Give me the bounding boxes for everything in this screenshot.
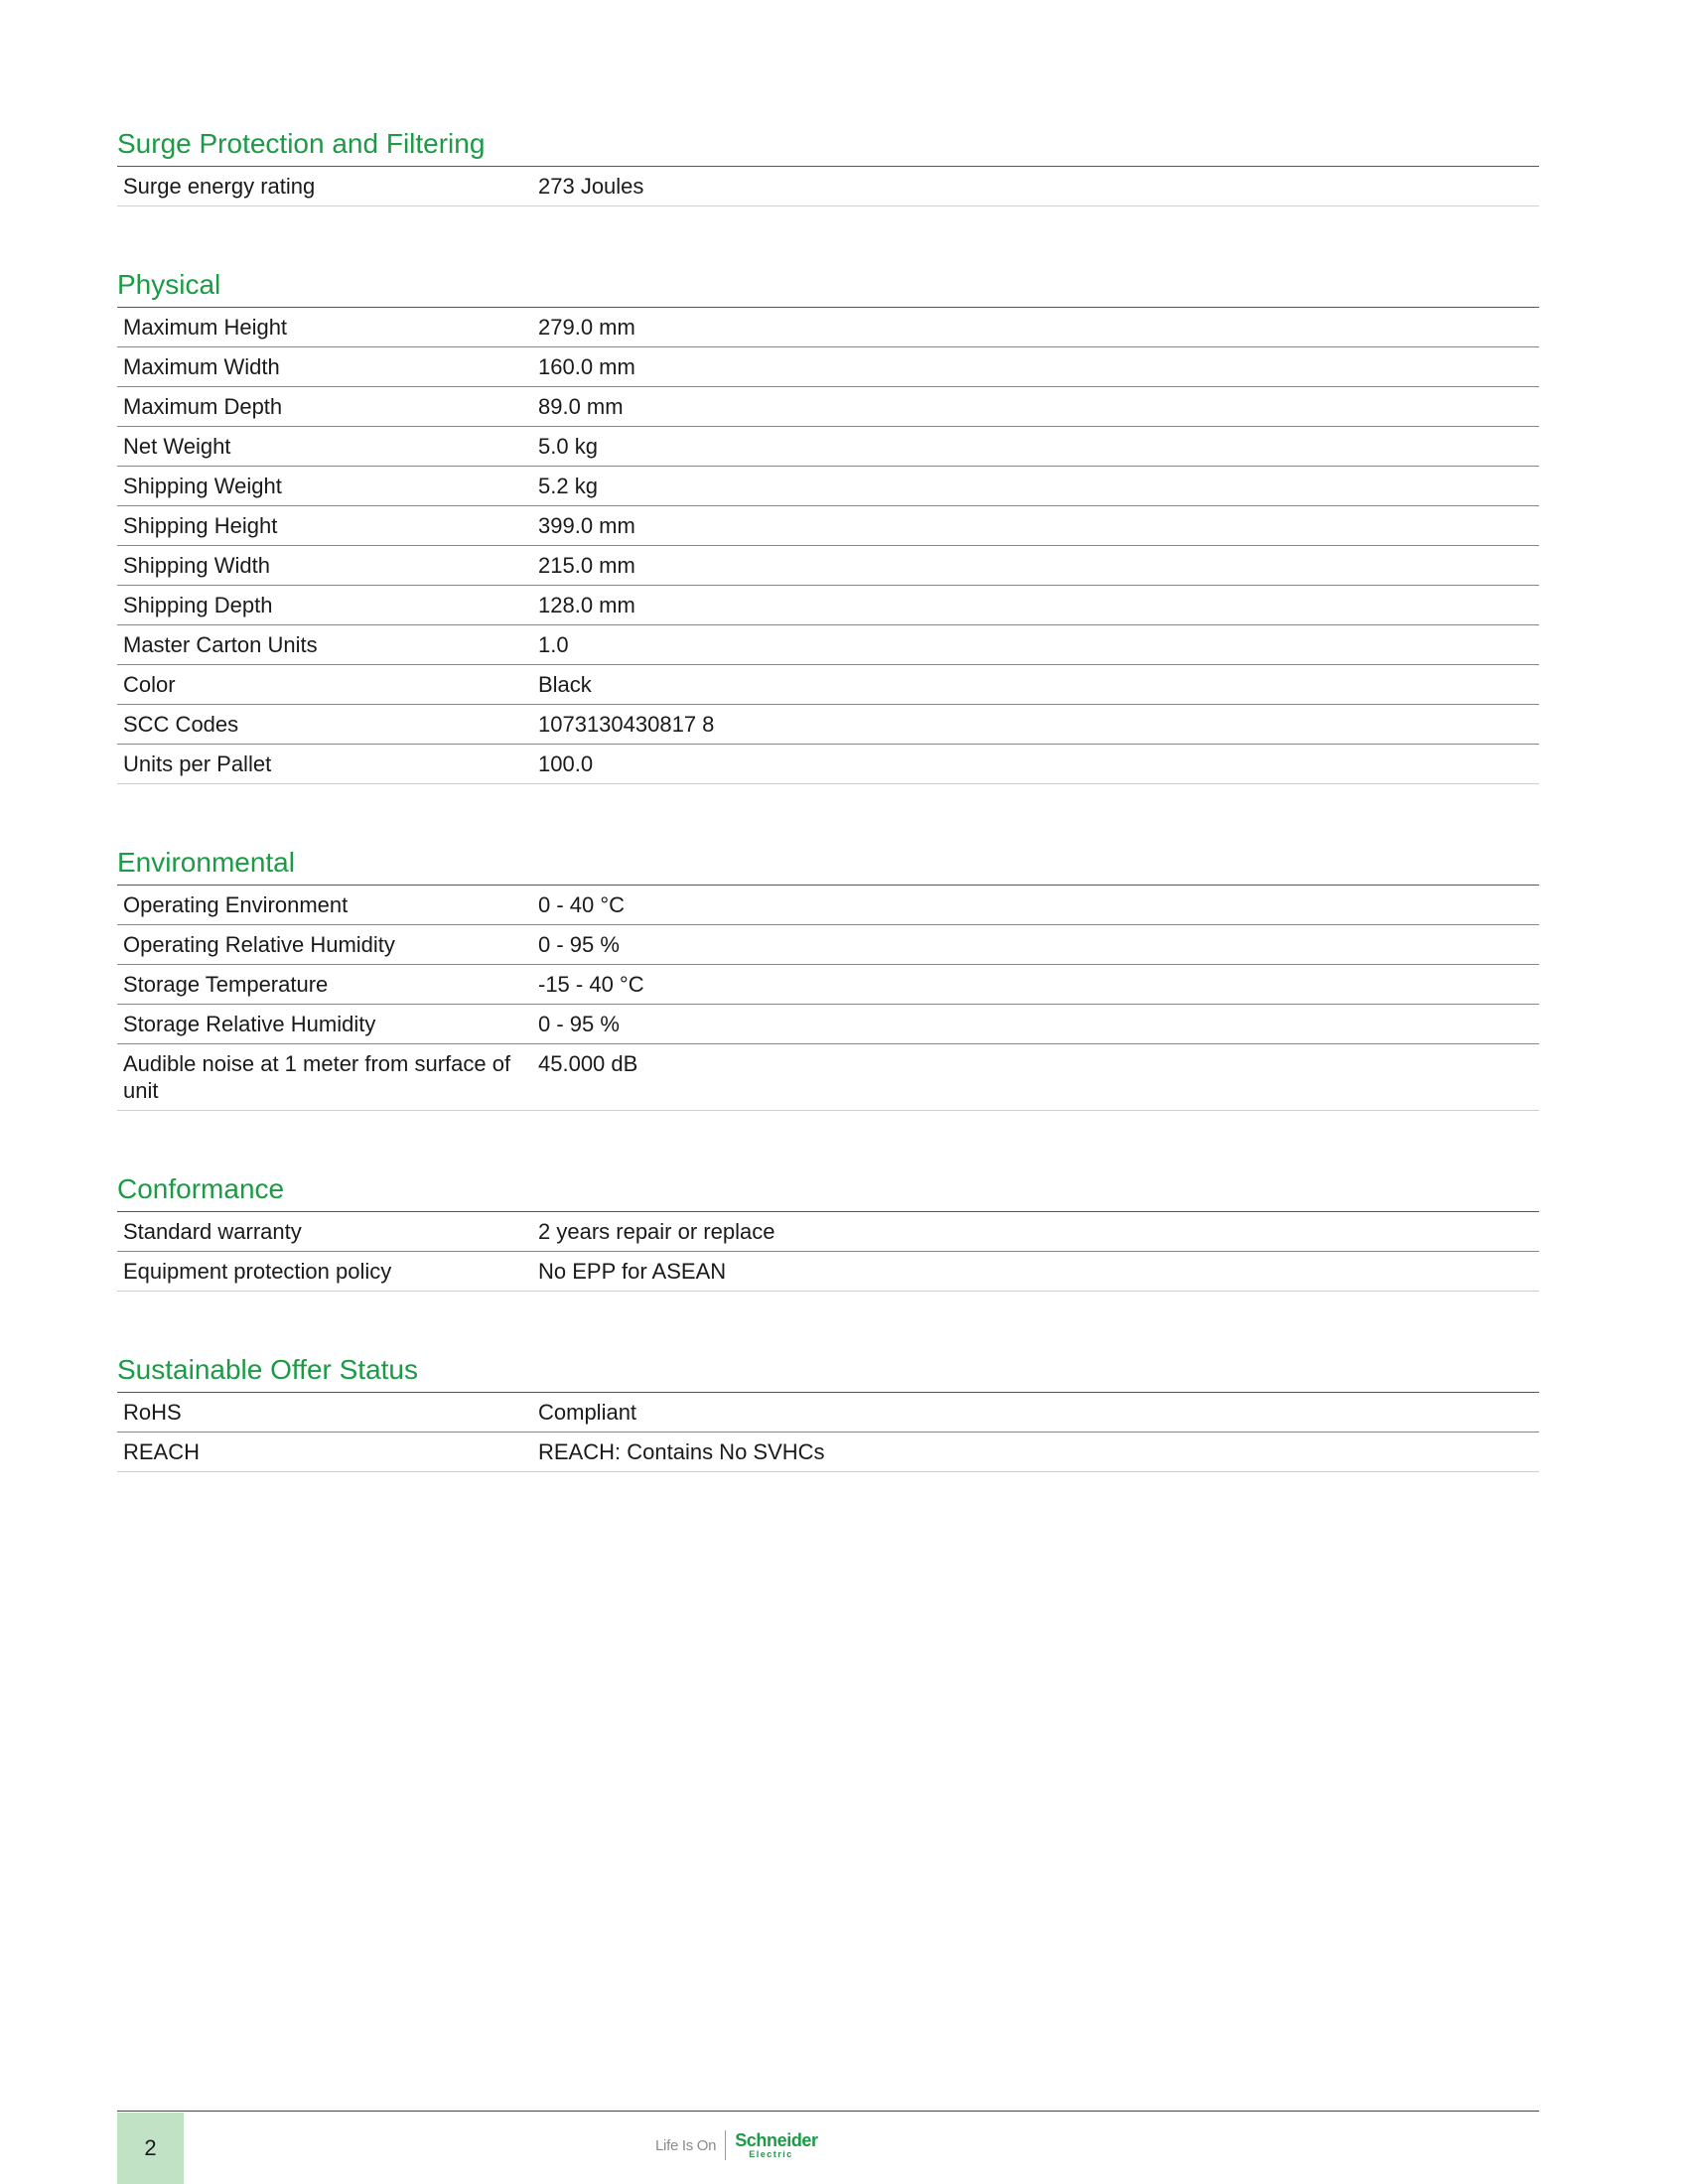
brand-logo — [735, 2131, 817, 2159]
spec-label: Equipment protection policy — [123, 1259, 392, 1284]
brand-sub: Electric — [749, 2149, 793, 2159]
spec-label: Maximum Height — [123, 315, 288, 340]
spec-label: Color — [123, 672, 176, 697]
spec-value: 399.0 mm — [538, 513, 635, 538]
spec-row — [117, 625, 1539, 665]
spec-row — [117, 1212, 1539, 1252]
spec-value: 1.0 — [538, 632, 569, 657]
spec-label: Master Carton Units — [123, 632, 318, 657]
spec-label: SCC Codes — [123, 712, 239, 737]
spec-label: REACH — [123, 1439, 201, 1464]
section-title: Environmental — [117, 846, 1539, 886]
section-surge-protection — [117, 127, 1539, 206]
brand-name: Schneider — [735, 2130, 818, 2150]
spec-row — [117, 925, 1539, 965]
spec-value: Black — [538, 672, 592, 697]
spec-label: Shipping Height — [123, 513, 278, 538]
spec-row — [117, 1252, 1539, 1292]
spec-label: Maximum Width — [123, 354, 280, 379]
spec-label: Surge energy rating — [123, 174, 316, 199]
spec-value: 215.0 mm — [538, 553, 635, 578]
spec-row — [117, 965, 1539, 1005]
section-title: Sustainable Offer Status — [117, 1353, 1539, 1393]
spec-value: 0 - 40 °C — [538, 892, 626, 917]
spec-label: Maximum Depth — [123, 394, 283, 419]
section-title: Physical — [117, 268, 1539, 308]
spec-value: Compliant — [538, 1400, 637, 1425]
spec-label: RoHS — [123, 1400, 182, 1425]
section-title: Surge Protection and Filtering — [117, 127, 1539, 167]
section-title: Conformance — [117, 1172, 1539, 1212]
spec-row — [117, 167, 1539, 206]
spec-value: 0 - 95 % — [538, 932, 620, 957]
spec-label: Shipping Depth — [123, 593, 273, 617]
spec-value: 45.000 dB — [538, 1051, 638, 1076]
spec-value: 0 - 95 % — [538, 1012, 620, 1036]
spec-value: 5.2 kg — [538, 474, 598, 498]
tagline: Life Is On — [655, 2136, 717, 2154]
spec-row — [117, 886, 1539, 925]
spec-row — [117, 506, 1539, 546]
spec-row — [117, 745, 1539, 784]
spec-row — [117, 347, 1539, 387]
spec-value: REACH: Contains No SVHCs — [538, 1439, 825, 1464]
spec-row — [117, 427, 1539, 467]
spec-value: 89.0 mm — [538, 394, 624, 419]
spec-label: Storage Relative Humidity — [123, 1012, 376, 1036]
spec-value: 160.0 mm — [538, 354, 635, 379]
spec-value: 100.0 — [538, 751, 594, 776]
spec-label: Audible noise at 1 meter from surface of unit — [123, 1051, 511, 1103]
spec-value: 1073130430817 8 — [538, 712, 715, 737]
spec-row — [117, 467, 1539, 506]
spec-label: Operating Relative Humidity — [123, 932, 395, 957]
spec-row — [117, 1044, 1539, 1111]
spec-row — [117, 546, 1539, 586]
spec-label: Net Weight — [123, 434, 231, 459]
spec-label: Storage Temperature — [123, 972, 329, 997]
section-environmental — [117, 846, 1539, 1111]
spec-value: -15 - 40 °C — [538, 972, 644, 997]
spec-row — [117, 387, 1539, 427]
spec-value: 273 Joules — [538, 174, 644, 199]
spec-value: 279.0 mm — [538, 315, 635, 340]
spec-document — [117, 127, 1539, 1534]
spec-row — [117, 1393, 1539, 1433]
spec-label: Standard warranty — [123, 1219, 302, 1244]
footer-logo — [655, 2128, 818, 2162]
spec-row — [117, 586, 1539, 625]
spec-row — [117, 705, 1539, 745]
spec-row — [117, 665, 1539, 705]
spec-label: Shipping Width — [123, 553, 270, 578]
section-physical — [117, 268, 1539, 784]
logo-divider — [725, 2130, 726, 2160]
spec-row — [117, 1005, 1539, 1044]
spec-label: Operating Environment — [123, 892, 349, 917]
spec-value: 128.0 mm — [538, 593, 635, 617]
footer-divider — [117, 2111, 1539, 2112]
spec-row — [117, 308, 1539, 347]
section-conformance — [117, 1172, 1539, 1292]
section-sustainable-offer-status — [117, 1353, 1539, 1472]
spec-value: 2 years repair or replace — [538, 1219, 775, 1244]
spec-value: 5.0 kg — [538, 434, 598, 459]
spec-label: Shipping Weight — [123, 474, 282, 498]
page-number: 2 — [117, 2113, 184, 2184]
spec-row — [117, 1433, 1539, 1472]
spec-label: Units per Pallet — [123, 751, 272, 776]
spec-value: No EPP for ASEAN — [538, 1259, 727, 1284]
